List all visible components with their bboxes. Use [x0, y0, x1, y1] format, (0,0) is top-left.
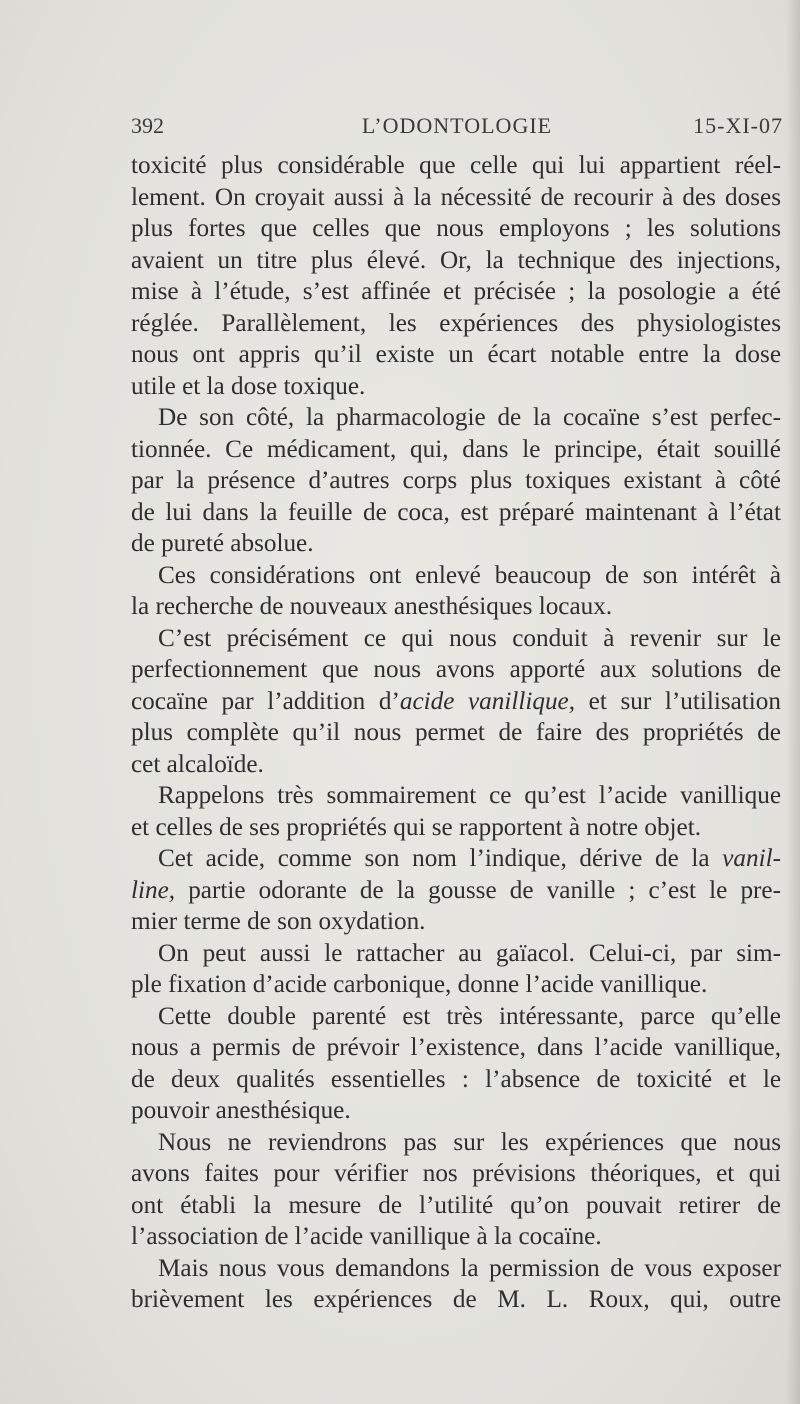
text-line: avons faites pour vérifier nos prévisions théoriques, et qui: [131, 1160, 781, 1187]
text-line: plus complète qu’il nous permet de faire des propriétés de: [131, 719, 781, 746]
page-header: [131, 113, 783, 143]
text-segment: partie odorante de la gousse de vanille ; c’est le pre-: [175, 876, 781, 904]
text-line: de lui dans la feuille de coca, est préparé maintenant à l’état: [131, 498, 781, 526]
text-line: mier terme de son oxydation.: [131, 908, 426, 935]
text-line: lement. On croyait aussi à la nécessité de recourir à des doses: [131, 183, 781, 211]
text-line: mise à l’étude, s’est affinée et précisée ; la posologie a été: [131, 278, 781, 305]
text-line: de deux qualités essentielles : l’absence de toxicité et le: [131, 1065, 781, 1093]
body-text: [131, 150, 781, 1316]
text-line: pouvoir anesthésique.: [131, 1097, 351, 1124]
italic-term: line,: [131, 876, 176, 904]
page-number: 392: [131, 113, 164, 138]
text-segment: et sur l’utilisation: [575, 687, 781, 715]
text-line: Ces considérations ont enlevé beaucoup de son intérêt à: [158, 561, 781, 589]
text-line: réglée. Parallèlement, les expériences des physiologistes: [131, 309, 781, 337]
text-line: par la présence d’autres corps plus toxiques existant à côté: [131, 467, 781, 494]
text-line: utile et la dose toxique.: [131, 372, 366, 400]
text-line: avaient un titre plus élevé. Or, la technique des injections,: [131, 246, 781, 274]
text-segment: cocaïne par l’addition d’: [131, 687, 400, 715]
text-line: C’est précisément ce qui nous conduit à revenir sur le: [158, 624, 781, 652]
text-line: l’association de l’acide vanillique à la cocaïne.: [131, 1223, 602, 1250]
text-line: brièvement les expériences de M. L. Roux, qui, outre: [131, 1286, 781, 1313]
text-line: On peut aussi le rattacher au gaïacol. Celui-ci, par sim-: [158, 939, 781, 967]
text-line: [131, 875, 781, 907]
text-line: plus fortes que celles que nous employons ; les solutions: [131, 215, 781, 242]
text-line: [131, 686, 781, 718]
text-line: nous ont appris qu’il existe un écart notable entre la dose: [131, 341, 781, 368]
text-line: Nous ne reviendrons pas sur les expériences que nous: [158, 1128, 781, 1156]
text-line: nous a permis de prévoir l’existence, dans l’acide vanillique,: [131, 1034, 781, 1061]
text-line: Rappelons très sommairement ce qu’est l’acide vanillique: [158, 782, 781, 809]
text-line: toxicité plus considérable que celle qui lui appartient réel-: [131, 152, 781, 179]
text-line: perfectionnement que nous avons apporté aux solutions de: [131, 656, 781, 683]
text-line: ple fixation d’acide carbonique, donne l’acide vanillique.: [131, 971, 708, 998]
text-line: Cette double parenté est très intéressante, parce qu’elle: [158, 1002, 781, 1030]
page-edge-shadow: [786, 0, 800, 1404]
text-line: la recherche de nouveaux anesthésiques locaux.: [131, 593, 613, 620]
italic-term: acide vanillique,: [399, 687, 576, 715]
running-title: L’ODONTOLOGIE: [361, 113, 553, 138]
text-line: cet alcaloïde.: [131, 750, 264, 778]
text-line: ont établi la mesure de l’utilité qu’on pouvait retirer de: [131, 1191, 781, 1219]
text-line: De son côté, la pharmacologie de la cocaïne s’est perfec-: [158, 404, 781, 431]
text-line: Mais nous vous demandons la permission de vous exposer: [158, 1254, 781, 1282]
text-line: tionnée. Ce médicament, qui, dans le principe, était souillé: [131, 435, 781, 463]
text-line: et celles de ses propriétés qui se rapportent à notre objet.: [131, 813, 702, 841]
italic-term: vanil-: [722, 845, 781, 872]
issue-date: 15-XI-07: [693, 113, 783, 138]
text-line: de pureté absolue.: [131, 530, 314, 557]
text-segment: Cet acide, comme son nom l’indique, dérive de la: [158, 845, 723, 872]
text-line: [131, 843, 781, 875]
